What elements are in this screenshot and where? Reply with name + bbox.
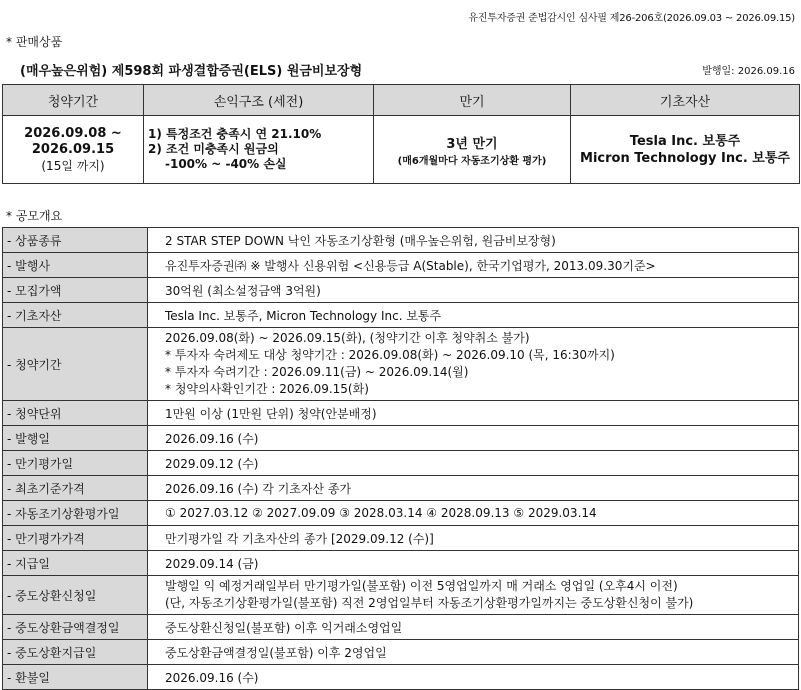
overview-value: 중도상환금액결정일(불포함) 이후 2영업일 — [148, 640, 799, 665]
subscription-end: 2026.09.15 — [31, 141, 115, 157]
overview-row — [3, 576, 799, 615]
overview-value-line: * 청약의사확인기간 : 2026.09.15(화) — [165, 382, 369, 396]
overview-row — [3, 303, 799, 328]
overview-value: 2026.09.16 (수) 각 기초자산 종가 — [148, 476, 799, 501]
header-underlying: 기초자산 — [571, 85, 800, 116]
overview-value-line: * 투자자 숙려기간 : 2026.09.11(금) ~ 2026.09.14(월) — [165, 365, 469, 379]
overview-label: - 만기평가가격 — [3, 526, 148, 551]
overview-label: - 중도상환지급일 — [3, 640, 148, 665]
profit-loss-cell — [144, 116, 374, 184]
overview-value: Tesla Inc. 보통주, Micron Technology Inc. 보통주 — [148, 303, 799, 328]
overview-value: ① 2027.03.12 ② 2027.09.09 ③ 2028.03.14 ④ 2028.09.13 ⑤ 2029.03.14 — [148, 501, 799, 526]
maturity-cell — [374, 116, 571, 184]
overview-row — [3, 476, 799, 501]
overview-label: - 지급일 — [3, 551, 148, 576]
sales-section-label: * 판매상품 — [6, 35, 63, 49]
overview-value — [148, 576, 799, 615]
overview-value: 만기평가일 각 기초자산의 종가 [2029.09.12 (수)] — [148, 526, 799, 551]
overview-label: - 청약기간 — [3, 328, 148, 401]
overview-value-line: * 투자자 숙려제도 대상 청약기간 : 2026.09.08(화) ~ 2026.09.10 (목, 16:30까지) — [165, 348, 615, 362]
overview-label: - 모집가액 — [3, 278, 148, 303]
underlying-asset-1: Tesla Inc. 보통주 — [629, 133, 741, 149]
overview-value: 2029.09.14 (금) — [148, 551, 799, 576]
overview-value: 2026.09.16 (수) — [148, 665, 799, 690]
overview-value: 30억원 (최소설정금액 3억원) — [148, 278, 799, 303]
overview-row — [3, 526, 799, 551]
overview-row — [3, 328, 799, 401]
overview-value: 2026.09.16 (수) — [148, 426, 799, 451]
overview-label: - 자동조기상환평가일 — [3, 501, 148, 526]
product-title: (매우높은위험) 제598회 파생결합증권(ELS) 원금비보장형 — [20, 64, 363, 79]
underlying-cell — [571, 116, 800, 184]
approval-note: 유진투자증권 준법감시인 심사필 제26-206호(2026.09.03 ~ 2026.09.15) — [468, 13, 795, 24]
overview-value: 중도상환신청일(불포함) 이후 익거래소영업일 — [148, 615, 799, 640]
overview-value: 2029.09.12 (수) — [148, 451, 799, 476]
overview-row — [3, 501, 799, 526]
overview-row — [3, 615, 799, 640]
overview-section-label: * 공모개요 — [6, 209, 63, 223]
subscription-start: 2026.09.08 ~ — [24, 125, 122, 141]
overview-row — [3, 426, 799, 451]
overview-row — [3, 551, 799, 576]
header-profit-loss: 손익구조 (세전) — [144, 85, 374, 116]
issue-date: 발행일: 2026.09.16 — [702, 66, 795, 77]
overview-row — [3, 253, 799, 278]
overview-label: - 발행일 — [3, 426, 148, 451]
overview-label: - 최초기준가격 — [3, 476, 148, 501]
overview-label: - 환불일 — [3, 665, 148, 690]
overview-label: - 중도상환신청일 — [3, 576, 148, 615]
header-maturity: 만기 — [374, 85, 571, 116]
subscription-until: (15일 까지) — [41, 158, 105, 173]
overview-value: 1만원 이상 (1만원 단위) 청약(안분배정) — [148, 401, 799, 426]
overview-label: - 상품종류 — [3, 228, 148, 253]
underlying-asset-2: Micron Technology Inc. 보통주 — [580, 150, 790, 166]
overview-value — [148, 328, 799, 401]
overview-label: - 발행사 — [3, 253, 148, 278]
header-subscription-period: 청약기간 — [3, 85, 144, 116]
overview-row — [3, 640, 799, 665]
overview-label: - 중도상환금액결정일 — [3, 615, 148, 640]
overview-value-line: 발행일 익 예정거래일부터 만기평가일(불포함) 이전 5영업일까지 매 거래소 영업일 (오후4시 이전) — [165, 579, 678, 593]
overview-row — [3, 278, 799, 303]
overview-row — [3, 665, 799, 690]
overview-row — [3, 451, 799, 476]
overview-value-line: (단, 자동조기상환평가일(불포함) 직전 2영업일부터 자동조기상환평가일까지는 중도상환신청이 불가) — [165, 596, 694, 610]
maturity-term: 3년 만기 — [446, 136, 498, 152]
overview-label: - 만기평가일 — [3, 451, 148, 476]
overview-value-line: 2026.09.08(화) ~ 2026.09.15(화), (청약기간 이후 청약취소 불가) — [165, 331, 530, 345]
overview-label: - 청약단위 — [3, 401, 148, 426]
overview-value: 2 STAR STEP DOWN 낙인 자동조기상환형 (매우높은위험, 원금비보장형) — [148, 228, 799, 253]
overview-value: 유진투자증권㈜ ※ 발행사 신용위험 <신용등급 A(Stable), 한국기업평가, 2013.09.30기준> — [148, 253, 799, 278]
subscription-period-cell — [3, 116, 144, 184]
overview-row — [3, 401, 799, 426]
overview-label: - 기초자산 — [3, 303, 148, 328]
summary-table — [2, 84, 800, 184]
profit-line-2: 2) 조건 미충족시 원금의 — [148, 142, 279, 156]
overview-table — [2, 227, 799, 690]
overview-row — [3, 228, 799, 253]
profit-line-1: 1) 특정조건 충족시 연 21.10% — [148, 127, 322, 141]
profit-line-3: -100% ~ -40% 손실 — [165, 157, 287, 171]
maturity-note: (매6개월마다 자동조기상환 평가) — [397, 155, 547, 167]
